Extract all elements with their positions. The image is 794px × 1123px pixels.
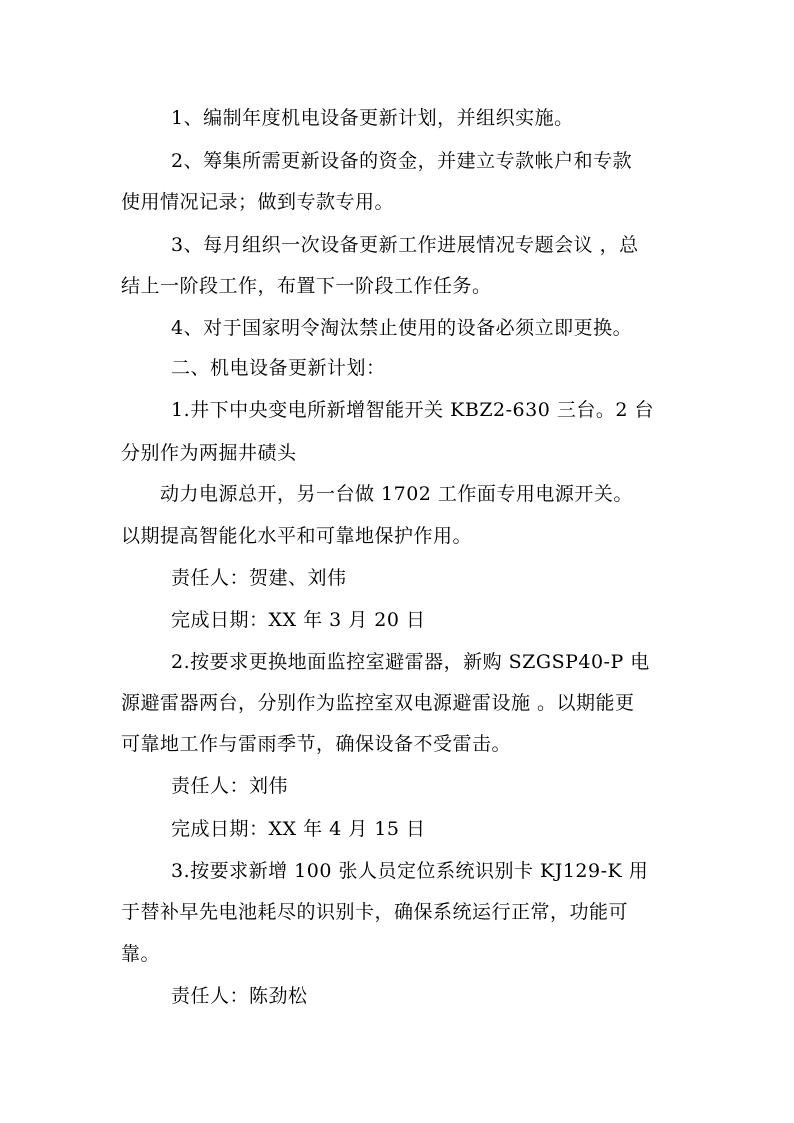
item-3-text-cont: 结上一阶段工作，布置下一阶段工作任务。 bbox=[121, 275, 492, 297]
plan-3-text-cont2: 靠。 bbox=[121, 943, 161, 965]
plan-1-text-cont2: 动力电源总开，另一台做 1702 工作面专用电源开关。 bbox=[160, 483, 633, 505]
plan-1-text-cont: 分别作为两掘井碛头 bbox=[121, 442, 297, 464]
section-heading: 二、机电设备更新计划： bbox=[171, 357, 386, 379]
plan-1-text-cont3: 以期提高智能化水平和可靠地保护作用。 bbox=[121, 525, 473, 547]
plan-1-owner: 责任人：贺建、刘伟 bbox=[171, 567, 347, 589]
item-4-text: 4、对于国家明令淘汰禁止使用的设备必须立即更换。 bbox=[171, 317, 633, 339]
item-1-text: 1、编制年度机电设备更新计划，并组织实施。 bbox=[171, 107, 574, 129]
plan-1-date: 完成日期：XX 年 3 月 20 日 bbox=[171, 609, 426, 631]
plan-2-date: 完成日期：XX 年 4 月 15 日 bbox=[171, 818, 426, 840]
plan-2-text-cont: 源避雷器两台，分别作为监控室双电源避雷设施 。以期能更 bbox=[121, 692, 635, 714]
plan-2-text-cont2: 可靠地工作与雷雨季节，确保设备不受雷击。 bbox=[121, 733, 512, 755]
plan-3-owner: 责任人：陈劲松 bbox=[171, 985, 308, 1007]
item-2-text-cont: 使用情况记录；做到专款专用。 bbox=[121, 191, 395, 213]
plan-2-text: 2.按要求更换地面监控室避雷器，新购 SZGSP40-P 电 bbox=[171, 651, 650, 673]
plan-3-text-cont: 于替补早先电池耗尽的识别卡，确保系统运行正常，功能可 bbox=[121, 901, 629, 923]
plan-1-text: 1.井下中央变电所新增智能开关 KBZ2-630 三台。2 台 bbox=[171, 399, 654, 421]
item-2-text: 2、筹集所需更新设备的资金，并建立专款帐户和专款 bbox=[171, 150, 633, 172]
plan-3-text: 3.按要求新增 100 张人员定位系统识别卡 KJ129-K 用 bbox=[171, 860, 649, 882]
item-3-text: 3、每月组织一次设备更新工作进展情况专题会议 ，总 bbox=[171, 234, 639, 256]
plan-2-owner: 责任人：刘伟 bbox=[171, 775, 289, 797]
